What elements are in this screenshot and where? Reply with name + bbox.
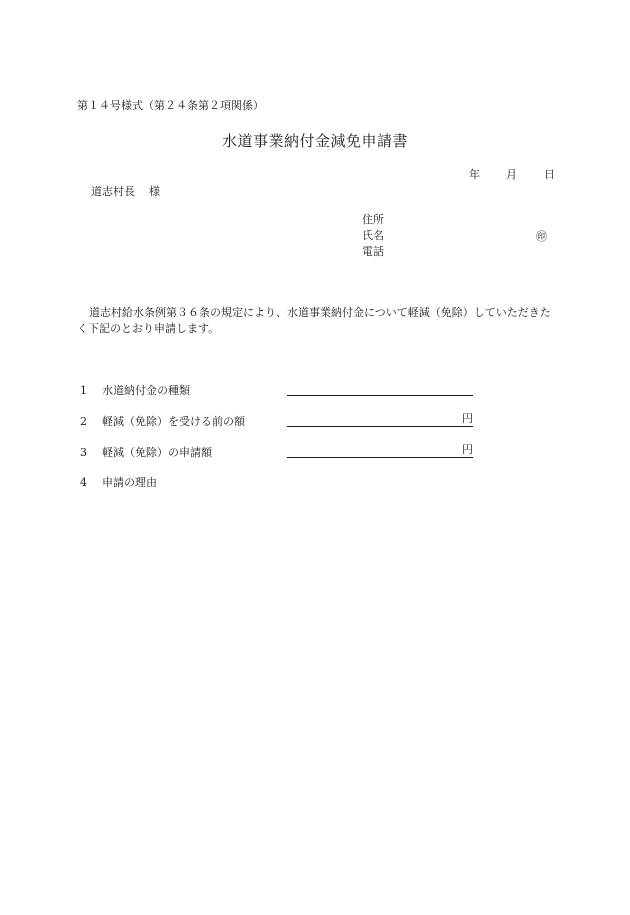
yen-unit: 円 [462, 443, 473, 456]
item-number: 2 [80, 415, 87, 428]
applicant-address-label: 住所 [362, 213, 384, 226]
document-title: 水道事業納付金減免申請書 [221, 132, 408, 150]
seal-mark: ㊞ [536, 230, 547, 243]
item-requested-amount [80, 444, 212, 460]
fee-type-field[interactable] [287, 381, 473, 396]
yen-unit: 円 [462, 412, 473, 425]
date-year-label: 年 [469, 168, 480, 181]
item-fee-type [80, 382, 190, 398]
item-label: 水道納付金の種類 [102, 384, 190, 397]
item-number: 3 [80, 446, 87, 459]
requested-amount-field[interactable] [287, 443, 473, 458]
addressee-honorific: 様 [149, 185, 160, 198]
item-number: 1 [80, 384, 87, 397]
addressee-name: 道志村長 [91, 185, 135, 198]
addressee [91, 183, 160, 199]
applicant-block [362, 212, 384, 260]
item-label: 軽減（免除）を受ける前の額 [102, 415, 245, 428]
form-number: 第１４号様式（第２４条第２項関係） [77, 99, 264, 112]
date-month-label: 月 [506, 168, 517, 181]
item-number: 4 [80, 476, 87, 489]
body-text: 道志村給水条例第３６条の規定により、水道事業納付金について軽減（免除）していただきたく下記のとおり申請します。 [77, 306, 551, 335]
item-reason [80, 474, 157, 490]
applicant-name-label: 氏名 [362, 229, 384, 242]
date-day-label: 日 [544, 168, 555, 181]
item-amount-before [80, 413, 245, 429]
applicant-phone-label: 電話 [362, 245, 384, 258]
item-label: 申請の理由 [102, 476, 157, 489]
amount-before-field[interactable] [287, 412, 473, 427]
date-row [469, 166, 555, 182]
item-label: 軽減（免除）の申請額 [102, 446, 212, 459]
